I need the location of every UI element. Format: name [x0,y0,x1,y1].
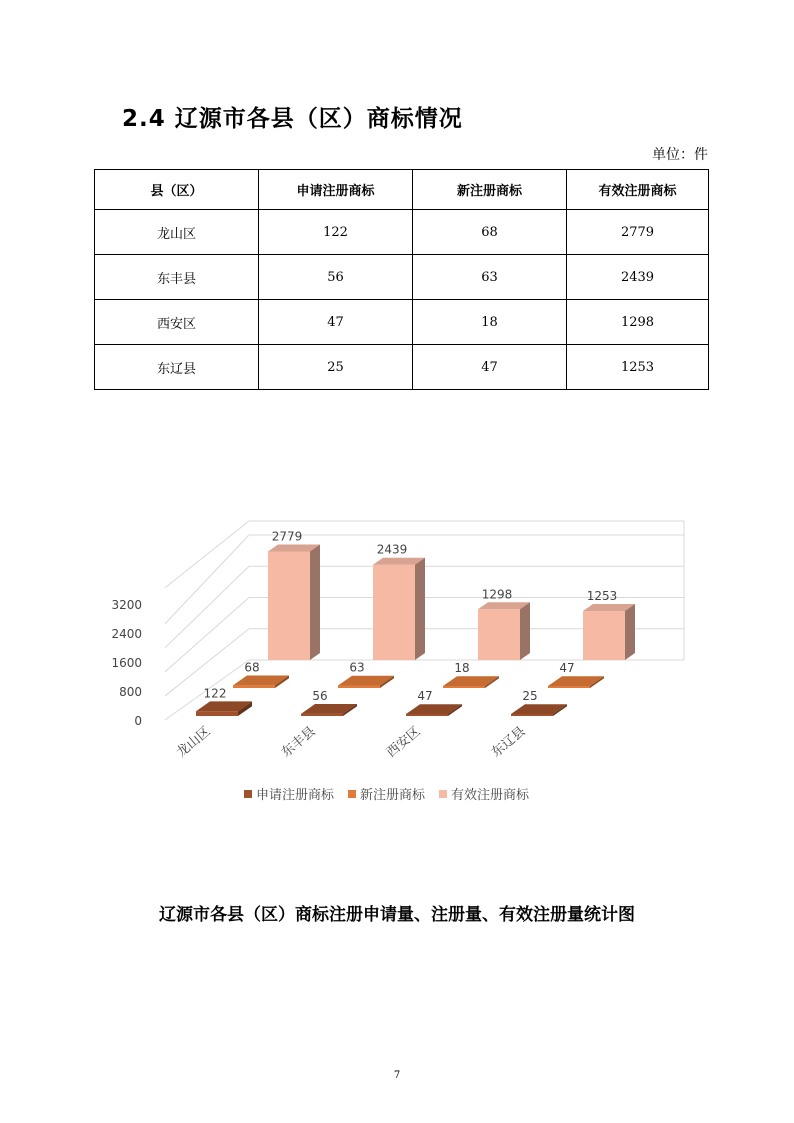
bar [406,714,448,716]
y-tick-label: 2400 [111,626,142,641]
data-label: 122 [203,686,227,701]
table-cell: 68 [413,210,567,255]
bar-side [625,604,635,660]
bar [268,551,310,660]
column-header: 有效注册商标 [567,170,709,210]
bar [443,686,485,688]
bar-top [511,704,567,714]
x-tick-label: 东辽县 [488,724,529,761]
data-label: 63 [349,660,365,675]
data-label: 1298 [481,587,513,602]
data-label: 1253 [586,589,618,604]
x-tick-label: 龙山区 [173,724,214,761]
section-heading: 2.4 辽源市各县（区）商标情况 [122,106,463,132]
table-cell: 2779 [567,210,709,255]
bar-side [310,544,320,660]
table-cell: 47 [259,300,413,345]
table-cell: 东辽县 [95,345,259,390]
table-row [95,210,709,255]
bar [511,714,553,716]
table-cell: 西安区 [95,300,259,345]
table-cell: 2439 [567,255,709,300]
table-cell: 122 [259,210,413,255]
table-row [95,345,709,390]
y-tick-label: 1600 [111,655,142,670]
table-cell: 63 [413,255,567,300]
trademark-table [94,169,709,390]
trademark-3d-bar-chart [0,500,794,820]
data-label: 18 [454,661,470,676]
bar [548,686,590,688]
bar-top [443,676,499,686]
gridline [165,535,249,624]
table-cell: 1298 [567,300,709,345]
table-cell: 龙山区 [95,210,259,255]
legend-swatch [244,790,252,798]
bar [338,686,380,688]
bar-top [548,676,604,686]
bar [233,685,275,688]
column-header: 申请注册商标 [259,170,413,210]
table-row [95,300,709,345]
bar [478,609,520,660]
page-number: 7 [393,1070,401,1081]
bar [373,565,415,660]
x-tick-label: 东丰县 [278,724,319,761]
legend-swatch [348,790,356,798]
bar [301,714,343,716]
data-label: 47 [559,661,575,676]
y-tick-label: 800 [119,684,142,699]
data-label: 2779 [271,529,303,544]
legend-label: 有效注册商标 [451,788,530,803]
table-row [95,255,709,300]
data-label: 25 [522,689,538,704]
gridline [165,521,249,588]
data-label: 47 [417,689,433,704]
table-cell: 东丰县 [95,255,259,300]
y-tick-label: 0 [134,714,142,728]
bar-top [406,704,462,714]
column-header: 新注册商标 [413,170,567,210]
y-tick-label: 3200 [111,597,142,612]
data-label: 2439 [376,542,408,557]
chart-caption: 辽源市各县（区）商标注册申请量、注册量、有效注册量统计图 [159,905,635,925]
gridline [165,566,249,648]
legend-label: 申请注册商标 [256,788,335,803]
bar [196,711,238,716]
table-header-row [95,170,709,210]
bar-side [415,558,425,660]
unit-label: 单位：件 [652,147,708,163]
data-label: 56 [312,689,328,704]
table-cell: 25 [259,345,413,390]
bar-side [520,602,530,660]
bar-top [301,704,357,714]
legend-swatch [439,790,447,798]
table-cell: 1253 [567,345,709,390]
bar [583,611,625,660]
table-cell: 18 [413,300,567,345]
table-cell: 56 [259,255,413,300]
legend-label: 新注册商标 [360,788,426,803]
column-header: 县（区） [95,170,259,210]
gridline [165,598,249,672]
table-cell: 47 [413,345,567,390]
data-label: 68 [244,660,260,675]
x-tick-label: 西安区 [383,724,424,761]
